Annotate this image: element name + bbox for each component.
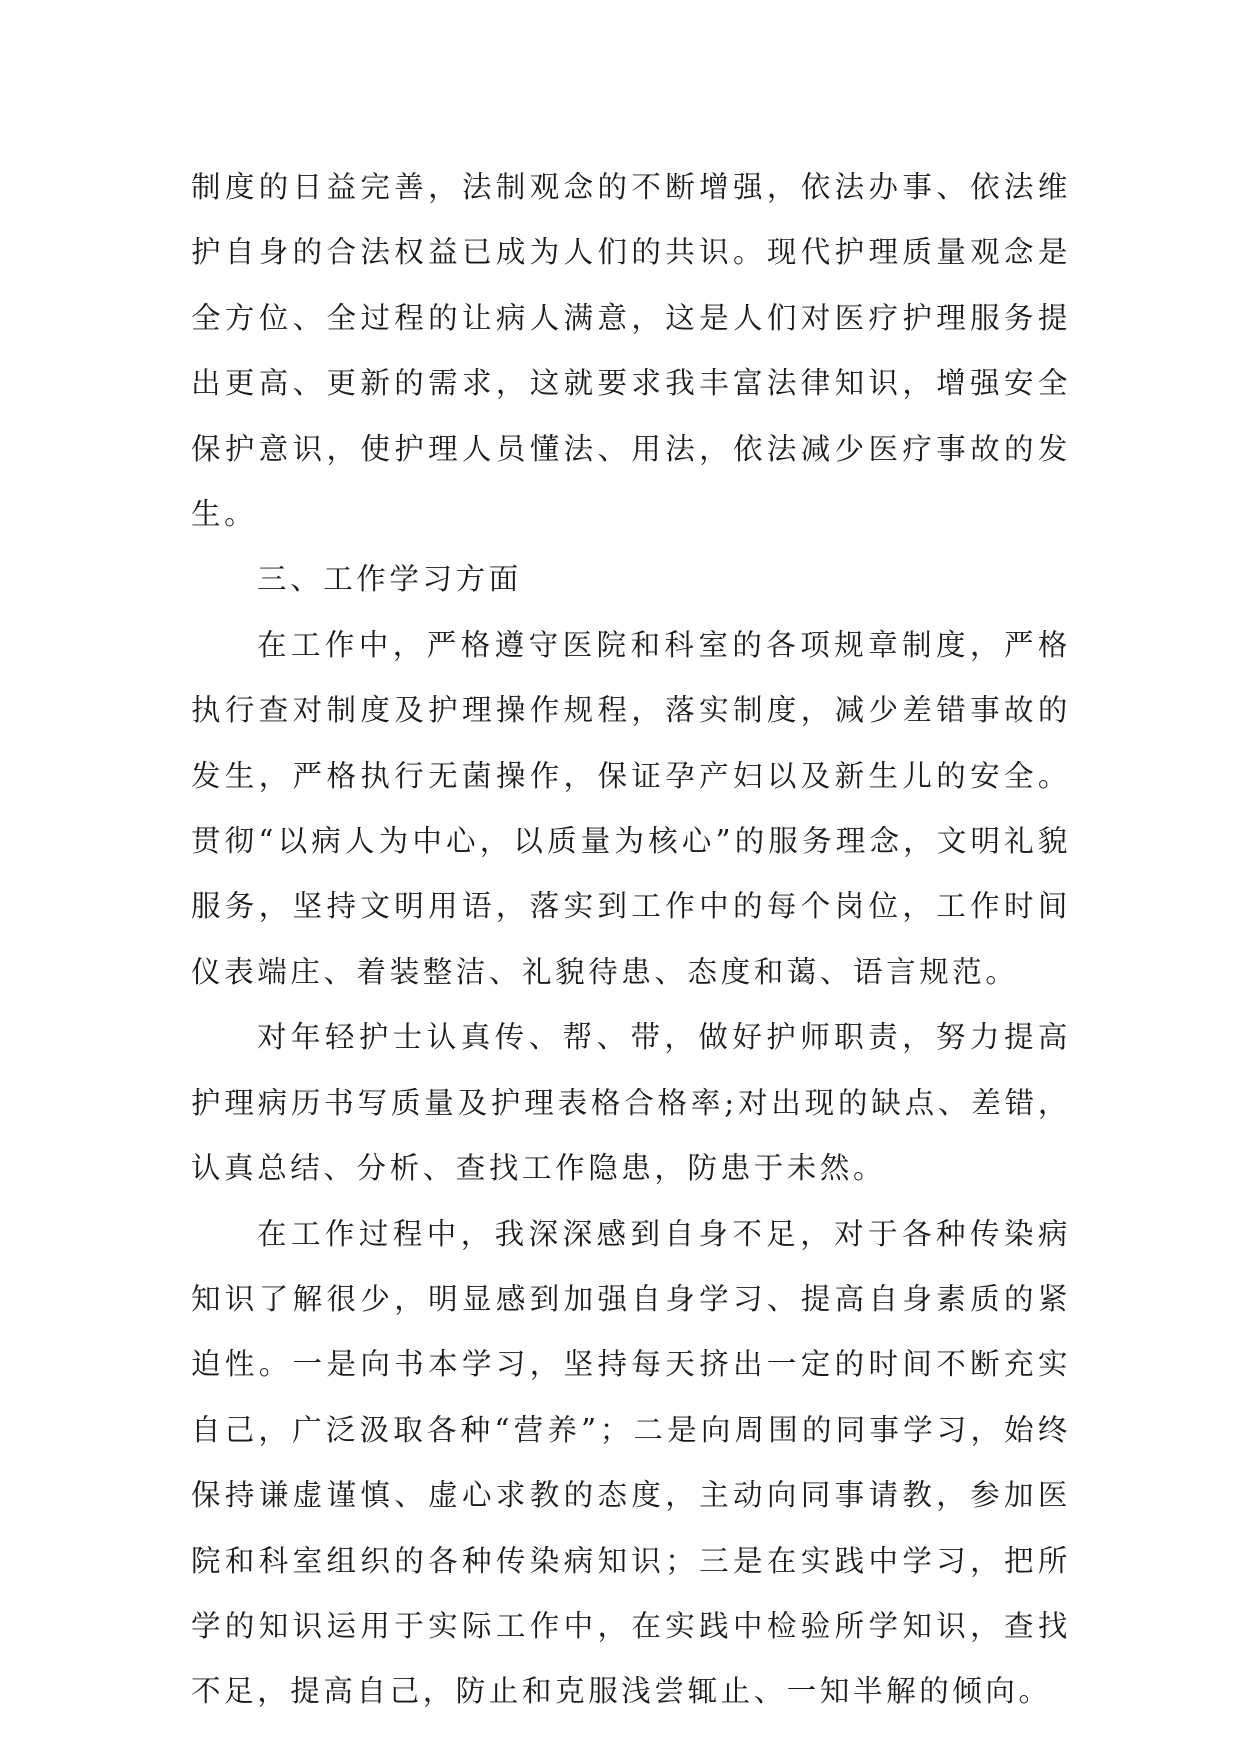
paragraph-self-study: 在工作过程中，我深深感到自身不足，对于各种传染病知识了解很少，明显感到加强自身学习、提高自身素质的紧迫性。一是向书本学习，坚持每天挤出一定的时间不断充实自己，广泛汲取各种“营养”；二是向周围的同事学习，始终保持谦虚谨慎、虚心求教的态度，主动向同事请教，参加医院和科室组织的各种传染病知识；三是在实践中学习，把所学的知识运用于实际工作中，在实践中检验所学知识，查找不足，提高自己，防止和克服浅尝辄止、一知半解的倾向。: [191, 1216, 1071, 1709]
paragraph-continued: 制度的日益完善，法制观念的不断增强，依法办事、依法维护自身的合法权益已成为人们的共识。现代护理质量观念是全方位、全过程的让病人满意，这是人们对医疗护理服务提出更高、更新的需求，这就要求我丰富法律知识，增强安全保护意识，使护理人员懂法、用法，依法减少医疗事故的发生。: [191, 170, 1071, 532]
paragraph-mentoring: 对年轻护士认真传、帮、带，做好护师职责，努力提高护理病历书写质量及护理表格合格率;对出现的缺点、差错，认真总结、分析、查找工作隐患，防患于未然。: [191, 1020, 1071, 1186]
paragraph-work-rules: 在工作中，严格遵守医院和科室的各项规章制度，严格执行查对制度及护理操作规程，落实制度，减少差错事故的发生，严格执行无菌操作，保证孕产妇以及新生儿的安全。贯彻“以病人为中心，以质量为核心”的服务理念，文明礼貌服务，坚持文明用语，落实到工作中的每个岗位，工作时间仪表端庄、着装整洁、礼貌待患、态度和蔼、语言规范。: [191, 627, 1071, 989]
section-heading: 三、工作学习方面: [257, 562, 522, 597]
document-body: [191, 155, 1071, 1725]
